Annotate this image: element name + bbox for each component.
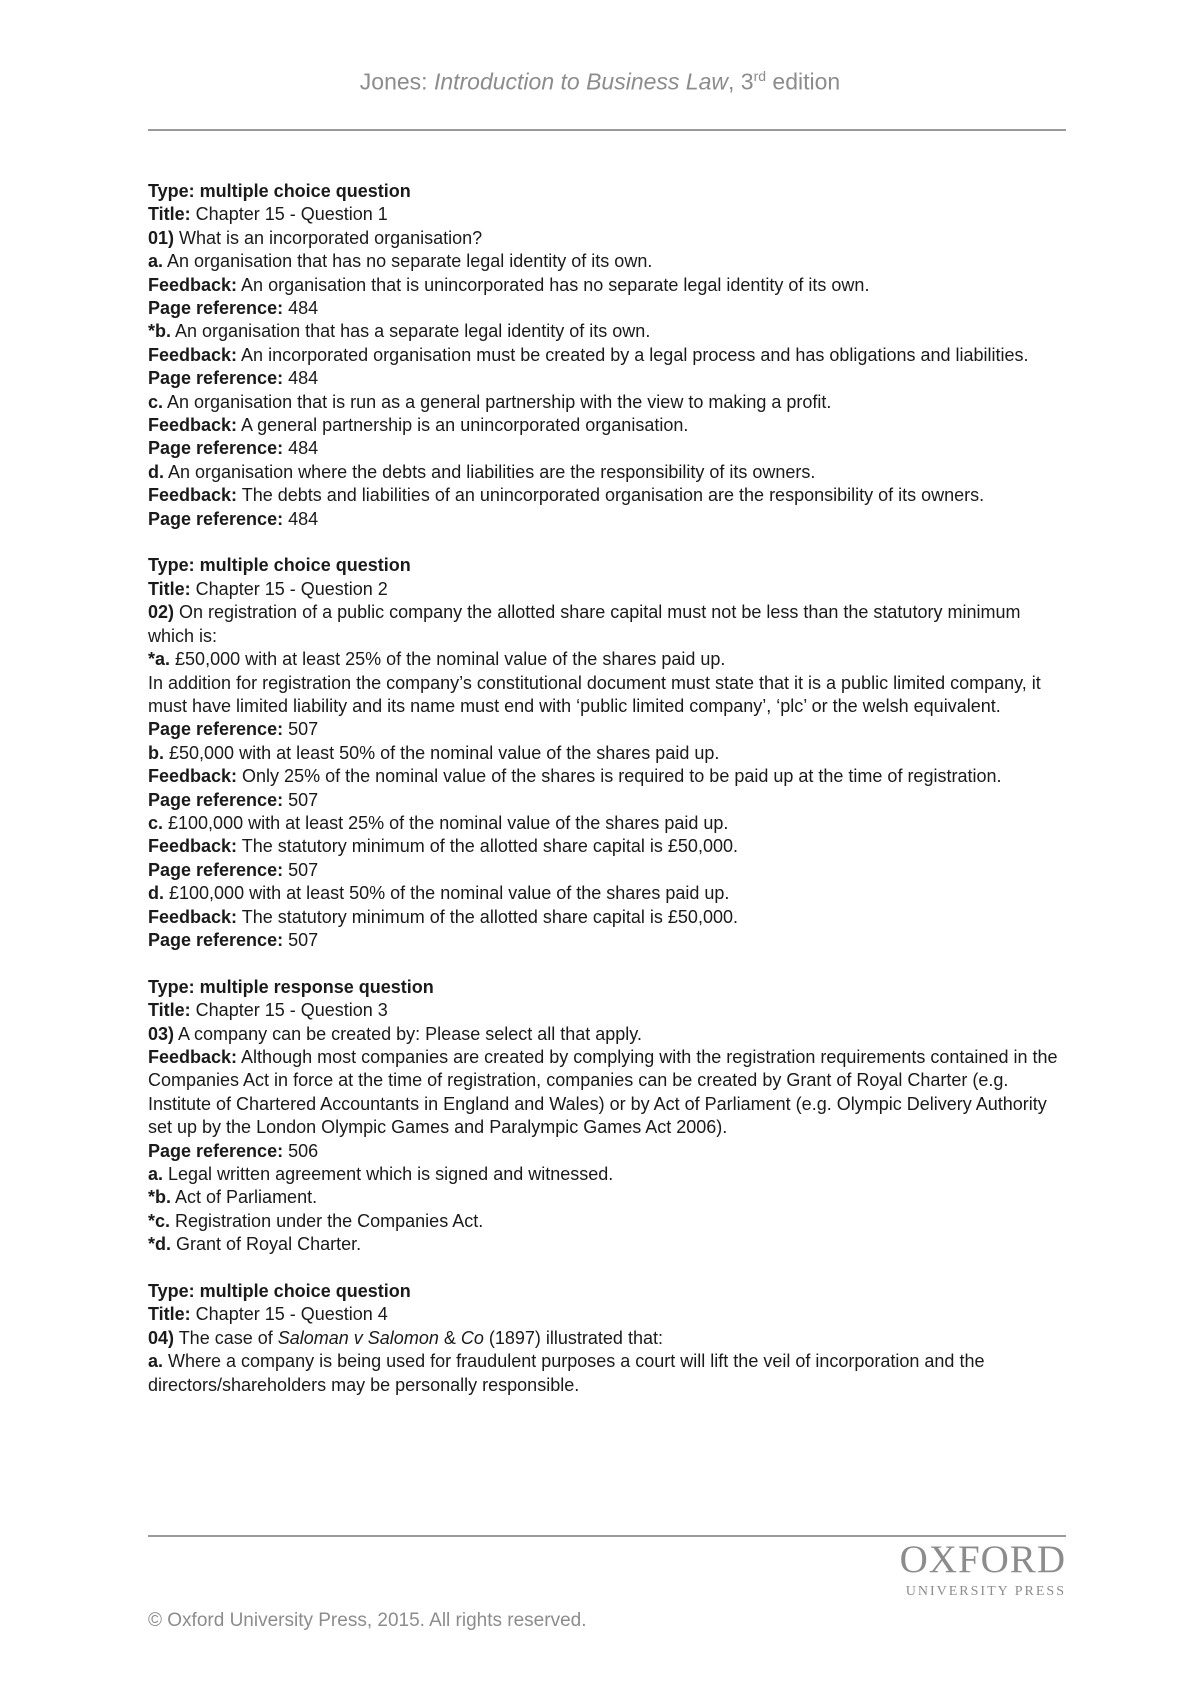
document-body	[148, 180, 1068, 1420]
question-stem: 04) The case of Saloman v Salomon & Co (1897) illustrated that:	[148, 1327, 663, 1348]
option-c: c. An organisation that is run as a general partnership with the view to making a profit.	[148, 391, 832, 412]
feedback: Feedback: The debts and liabilities of an unincorporated organisation are the responsibility of its owners.	[148, 485, 985, 506]
question-stem: 03) A company can be created by: Please select all that apply.	[148, 1023, 642, 1044]
option-b: *b. Act of Parliament.	[148, 1187, 318, 1208]
page-reference: Page reference: 484	[148, 508, 319, 529]
case-name: Saloman v Salomon	[277, 1327, 439, 1348]
header-edition-suffix: edition	[766, 68, 841, 95]
page-reference: Page reference: 507	[148, 789, 319, 810]
question-type: Type: multiple choice question	[148, 181, 411, 201]
question-title: Title: Chapter 15 - Question 4	[148, 1304, 388, 1325]
page-reference: Page reference: 484	[148, 368, 319, 389]
question-block-1	[148, 180, 1068, 531]
question-stem: 01) What is an incorporated organisation?	[148, 227, 483, 248]
question-title: Title: Chapter 15 - Question 1	[148, 204, 388, 225]
question-stem: 02) On registration of a public company the allotted share capital must not be less than the statutory minimum which is:	[148, 602, 1021, 646]
feedback: Feedback: An incorporated organisation must be created by a legal process and has obligations and liabilities.	[148, 344, 1029, 365]
logo-main: OXFORD	[899, 1538, 1066, 1581]
page-reference: Page reference: 507	[148, 719, 319, 740]
option-d: d. £100,000 with at least 50% of the nominal value of the shares paid up.	[148, 883, 730, 904]
option-a: *a. £50,000 with at least 25% of the nominal value of the shares paid up.	[148, 649, 726, 670]
header-edition-sup: rd	[753, 68, 767, 84]
question-type: Type: multiple response question	[148, 976, 434, 997]
question-type: Type: multiple choice question	[148, 555, 411, 576]
question-title: Title: Chapter 15 - Question 3	[148, 1000, 388, 1021]
header-divider	[148, 129, 1066, 131]
question-block-2	[148, 554, 1068, 952]
running-header	[0, 68, 1200, 96]
question-title: Title: Chapter 15 - Question 2	[148, 578, 388, 599]
feedback: Feedback: A general partnership is an unincorporated organisation.	[148, 415, 689, 436]
option-b: b. £50,000 with at least 50% of the nominal value of the shares paid up.	[148, 742, 720, 763]
feedback: Feedback: The statutory minimum of the allotted share capital is £50,000.	[148, 836, 738, 857]
logo-sub: UNIVERSITY PRESS	[905, 1584, 1066, 1599]
copyright-footer: © Oxford University Press, 2015. All rights reserved.	[148, 1610, 587, 1631]
header-author: Jones:	[359, 68, 434, 95]
option-c: c. £100,000 with at least 25% of the nominal value of the shares paid up.	[148, 812, 729, 833]
option-c: *c. Registration under the Companies Act.	[148, 1210, 484, 1231]
question-type: Type: multiple choice question	[148, 1281, 411, 1302]
question-block-4	[148, 1280, 1068, 1397]
option-a: a. Where a company is being used for fraudulent purposes a court will lift the veil of incorporation and the directors/shareholders may be personally responsible.	[148, 1351, 985, 1395]
header-edition-prefix: , 3	[728, 68, 754, 95]
option-note: In addition for registration the company’s constitutional document must state that it is a public limited company, it must have limited liability and its name must end with ‘public limited company’, ‘plc’ or the welsh equivalent.	[148, 672, 1041, 716]
feedback: Feedback: The statutory minimum of the allotted share capital is £50,000.	[148, 906, 738, 927]
page-reference: Page reference: 506	[148, 1140, 319, 1161]
question-block-3	[148, 976, 1068, 1257]
feedback: Feedback: Only 25% of the nominal value of the shares is required to be paid up at the time of registration.	[148, 766, 1002, 787]
option-b: *b. An organisation that has a separate legal identity of its own.	[148, 321, 651, 342]
oxford-logo	[860, 1540, 1066, 1600]
page-reference: Page reference: 507	[148, 859, 319, 880]
page-reference: Page reference: 484	[148, 298, 319, 319]
footer-divider	[148, 1535, 1066, 1537]
feedback: Feedback: Although most companies are created by complying with the registration requirements contained in the Companies Act in force at the time of registration, companies can be created by Grant of Royal Charter (e.g. Institute of Chartered Accountants in England and Wales) or by Act of Parliament (e.g. Olympic Delivery Authority set up by the London Olympic Games and Paralympic Games Act 2006).	[148, 1047, 1058, 1138]
option-d: *d. Grant of Royal Charter.	[148, 1234, 362, 1255]
option-a: a. An organisation that has no separate legal identity of its own.	[148, 251, 653, 272]
option-a: a. Legal written agreement which is signed and witnessed.	[148, 1164, 614, 1185]
header-book-title: Introduction to Business Law	[433, 68, 728, 95]
feedback: Feedback: An organisation that is unincorporated has no separate legal identity of its own.	[148, 274, 870, 295]
page-reference: Page reference: 484	[148, 438, 319, 459]
option-d: d. An organisation where the debts and liabilities are the responsibility of its owners.	[148, 461, 816, 482]
page-reference: Page reference: 507	[148, 929, 319, 950]
